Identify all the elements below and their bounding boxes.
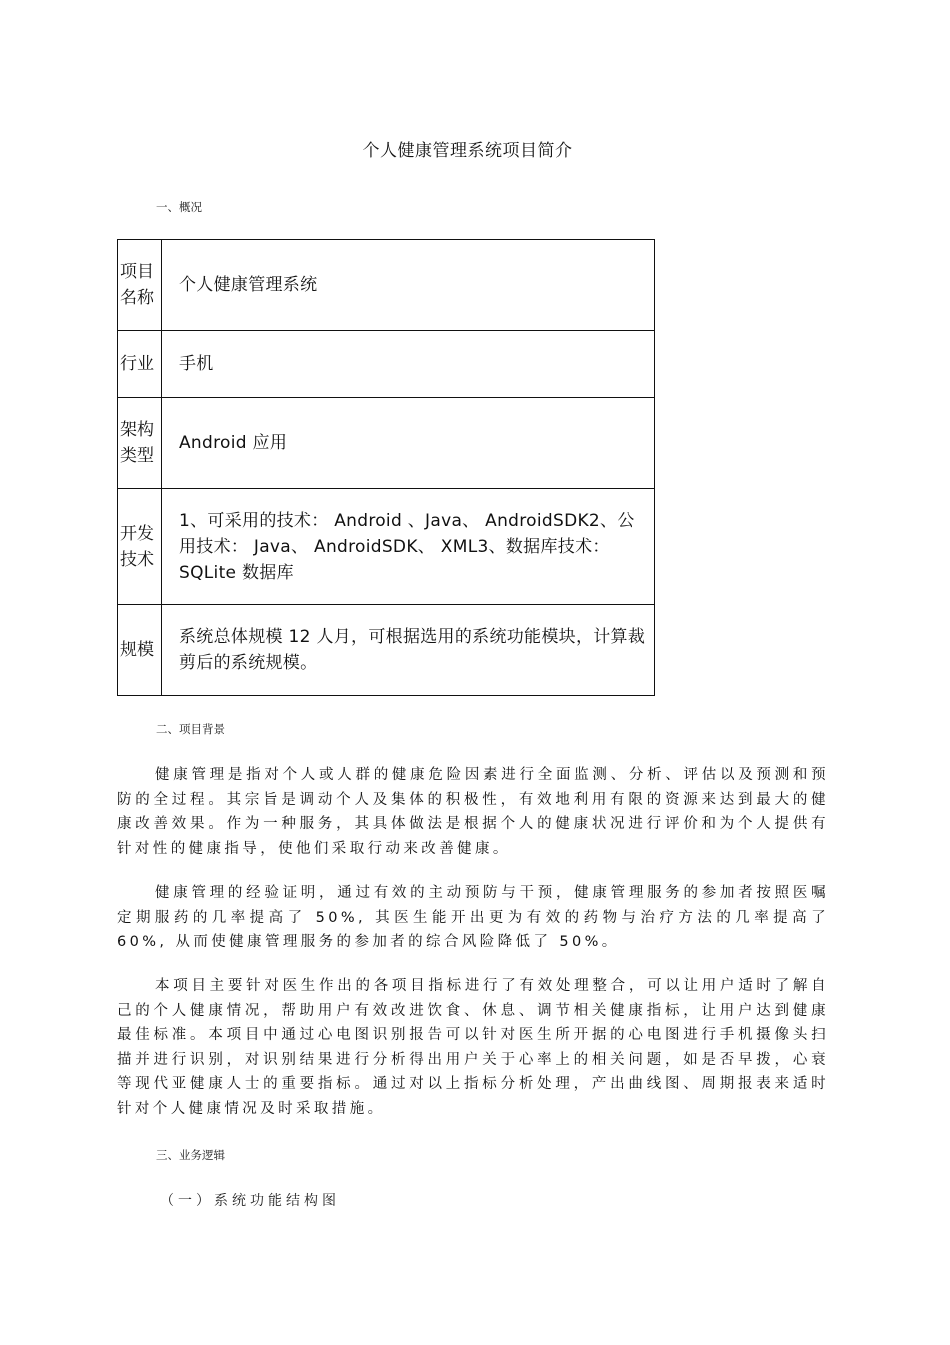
row-label: 规模 xyxy=(118,605,162,696)
subsection-heading: （一）系统功能结构图 xyxy=(160,1193,340,1209)
row-label: 行业 xyxy=(118,331,162,398)
table-row xyxy=(118,331,655,398)
table-row xyxy=(118,489,655,605)
table-row xyxy=(118,240,655,331)
section-heading-business-logic: 三、业务逻辑 xyxy=(156,1148,225,1162)
row-value: 1、可采用的技术： Android 、Java、 AndroidSDK2、公用技术： Java、 AndroidSDK、 XML3、数据库技术： SQLite 数据库 xyxy=(162,489,655,605)
table-row xyxy=(118,605,655,696)
document-title: 个人健康管理系统项目简介 xyxy=(362,141,573,161)
row-label: 开发技术 xyxy=(118,489,162,605)
background-paragraph-3: 本项目主要针对医生作出的各项目指标进行了有效处理整合，可以让用户适时了解自己的个人健康情况，帮助用户有效改进饮食、休息、调节相关健康指标，让用户达到健康最佳标准。本项目中通过心电图识别报告可以针对医生所开据的心电图进行手机摄像头扫描并进行识别，对识别结果进行分析得出用户关于心率上的相关问题，如是否早拨，心衰等现代亚健康人士的重要指标。通过对以上指标分析处理，产出曲线图、周期报表来适时针对个人健康情况及时采取措施。 xyxy=(117,978,829,1117)
row-value: 系统总体规模 12 人月，可根据选用的系统功能模块，计算裁剪后的系统规模。 xyxy=(162,605,655,696)
row-value: Android 应用 xyxy=(162,398,655,489)
table-row xyxy=(118,398,655,489)
overview-table xyxy=(117,239,655,696)
background-paragraph-2: 健康管理的经验证明，通过有效的主动预防与干预，健康管理服务的参加者按照医嘱定期服药的几率提高了 50%, 其医生能开出更为有效的药物与治疗方法的几率提高了 60%, 从而使健康管理服务的参加者的综合风险降低了 50%。 xyxy=(117,885,829,950)
section-heading-background: 二、项目背景 xyxy=(156,722,225,736)
row-value: 手机 xyxy=(162,331,655,398)
row-label: 项目名称 xyxy=(118,240,162,331)
background-paragraph-1: 健康管理是指对个人或人群的健康危险因素进行全面监测、分析、评估以及预测和预防的全过程。其宗旨是调动个人及集体的积极性，有效地利用有限的资源来达到最大的健康改善效果。作为一种服务，其具体做法是根据个人的健康状况进行评价和为个人提供有针对性的健康指导，使他们采取行动来改善健康。 xyxy=(117,767,829,857)
row-value: 个人健康管理系统 xyxy=(162,240,655,331)
section-heading-overview: 一、概况 xyxy=(156,200,202,214)
row-label: 架构类型 xyxy=(118,398,162,489)
